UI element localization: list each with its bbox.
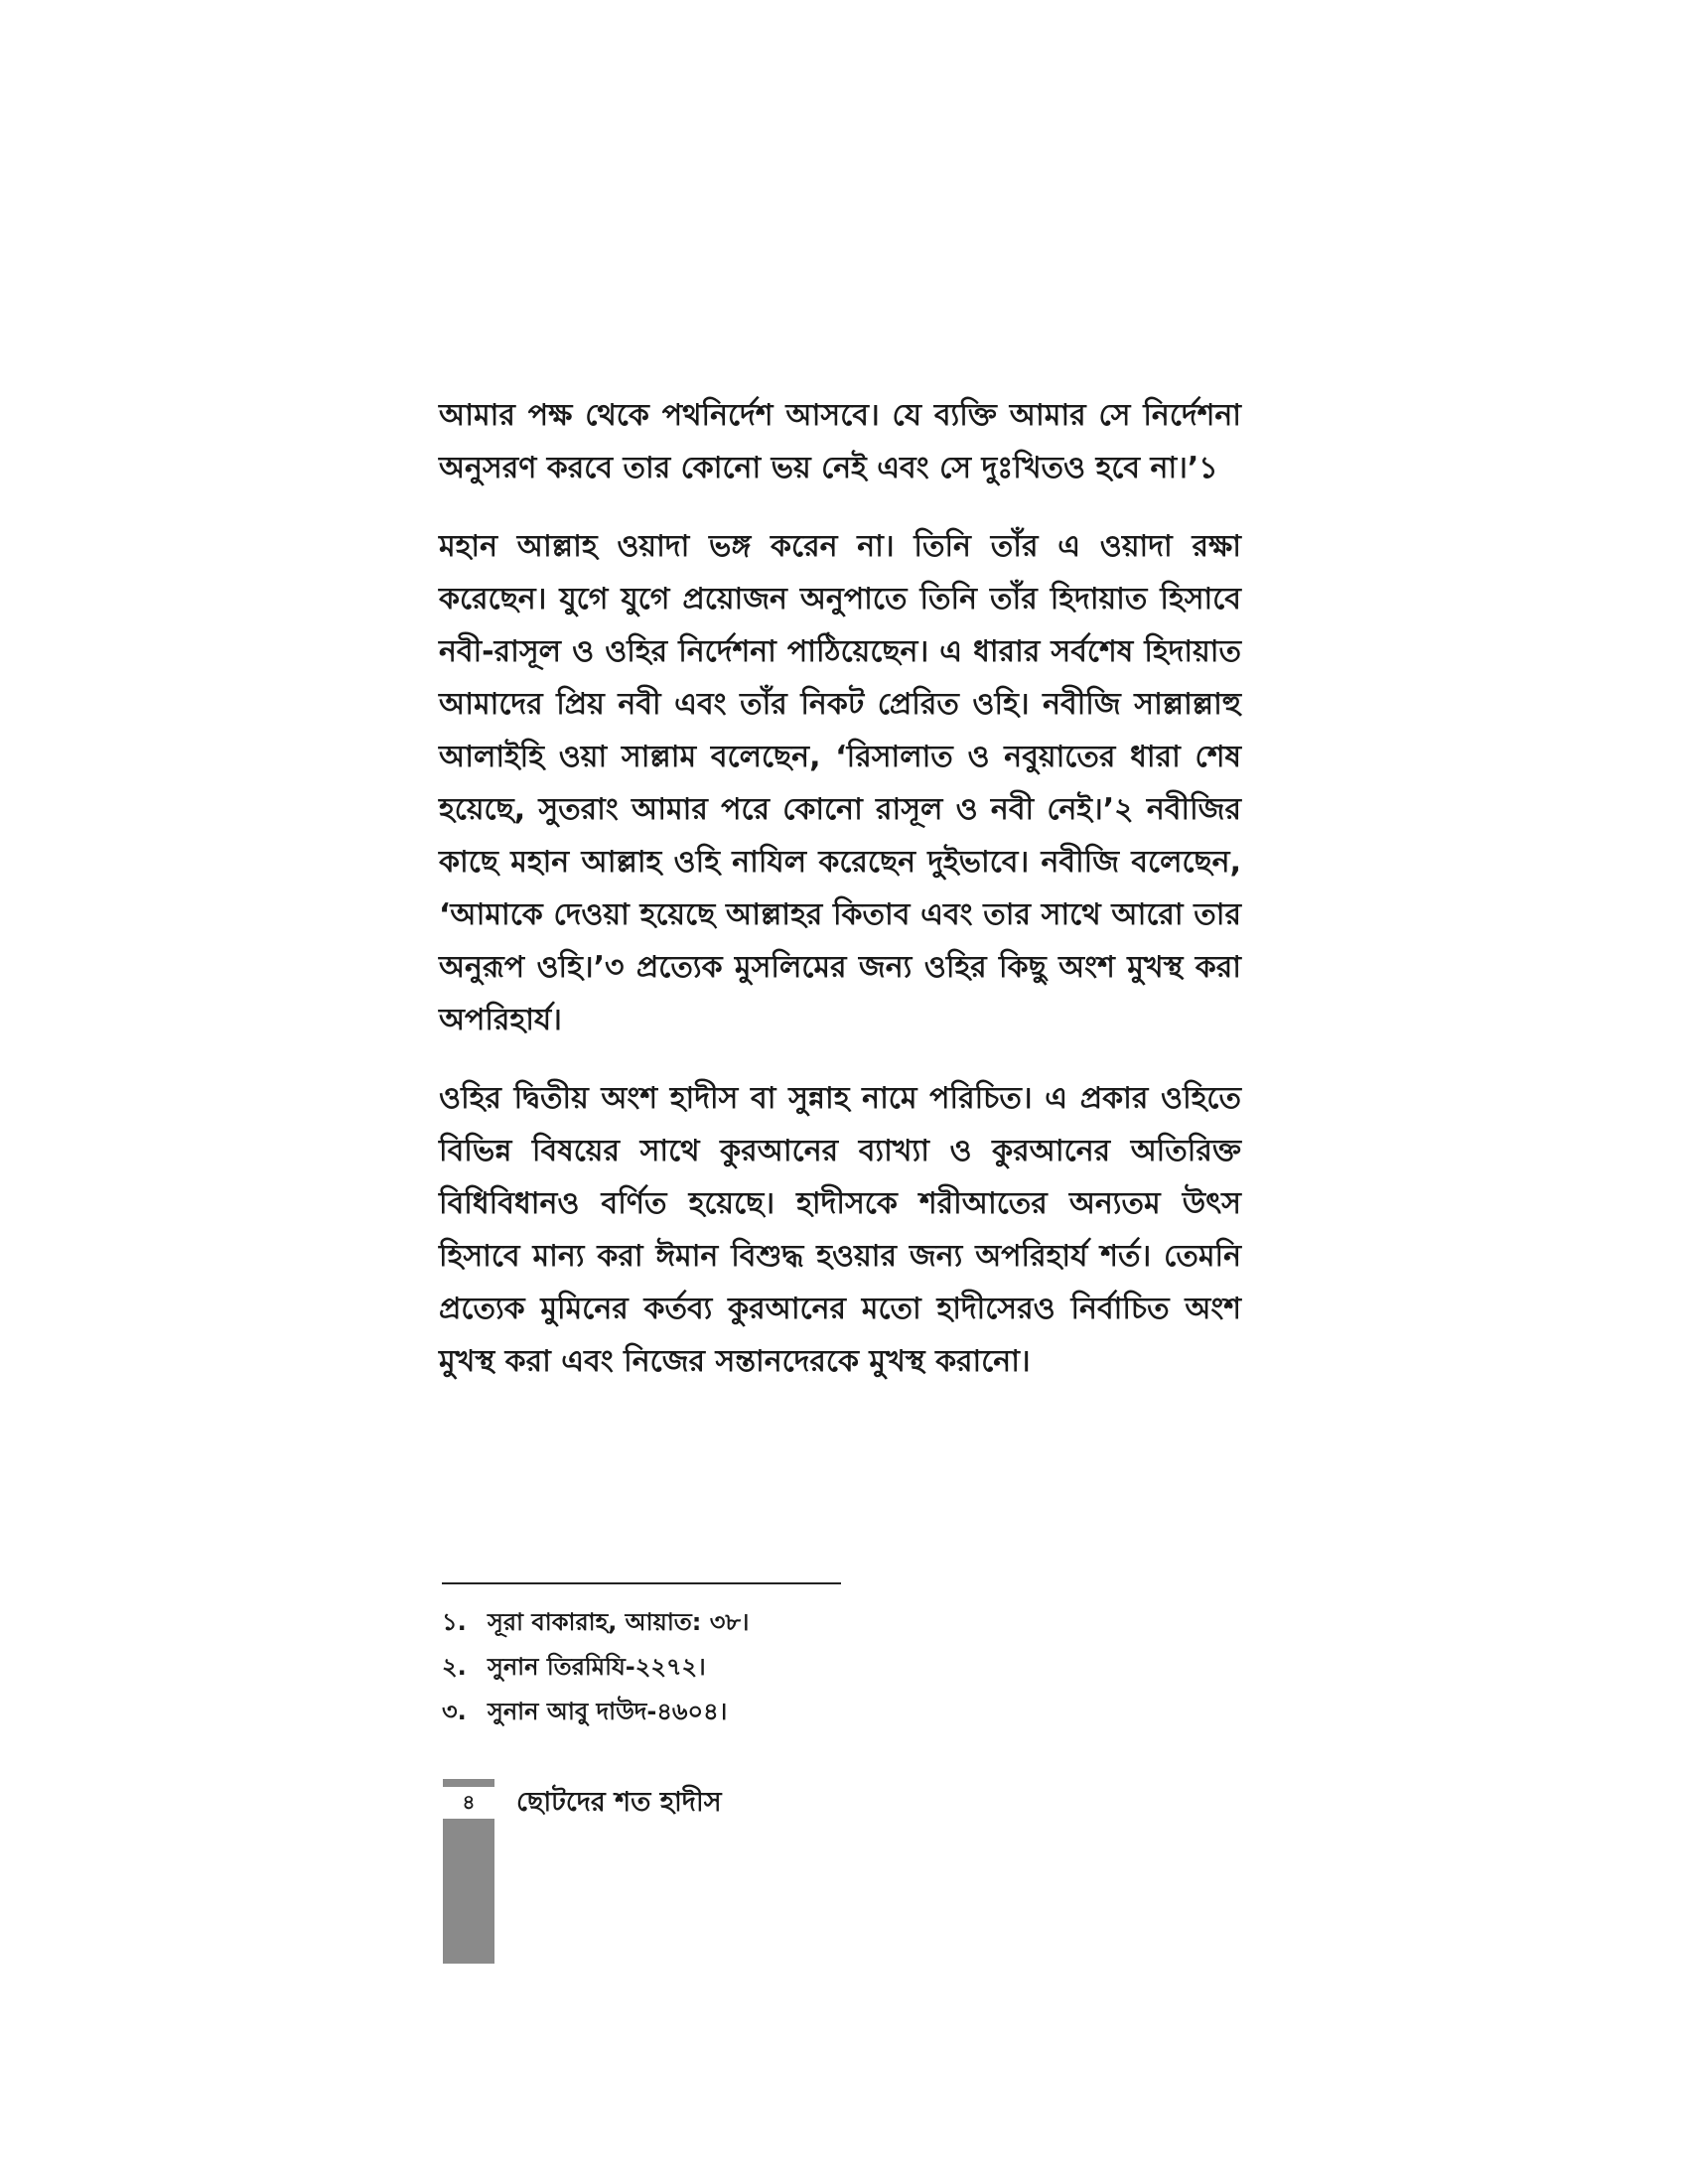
main-text	[439, 389, 1241, 1414]
footnote-item	[442, 1600, 1137, 1645]
footnote-text: সূরা বাকারাহ, আয়াত: ৩৮।	[488, 1608, 750, 1636]
footnote-number: ৩.	[442, 1698, 467, 1725]
footnotes	[442, 1600, 1137, 1734]
paragraph: ওহির দ্বিতীয় অংশ হাদীস বা সুন্নাহ নামে পরিচিত। এ প্রকার ওহিতে বিভিন্ন বিষয়ের সাথে কুরআনের ব্যাখ্যা ও কুরআনের অতিরিক্ত বিধিবিধানও বর্ণিত হয়েছে। হাদীসকে শরীআতের অন্যতম উৎস হিসাবে মান্য করা ঈমান বিশুদ্ধ হওয়ার জন্য অপরিহার্য শর্ত। তেমনি প্রত্যেক মুমিনের কর্তব্য কুরআনের মতো হাদীসেরও নির্বাচিত অংশ মুখস্থ করা এবং নিজের সন্তানদেরকে মুখস্থ করানো।	[439, 1081, 1241, 1379]
running-title: ছোটদের শত হাদীস	[516, 1787, 722, 1818]
footnote-text: সুনান তিরমিযি-২২৭২।	[488, 1653, 706, 1681]
footnote-text: সুনান আবু দাউদ-৪৬০৪।	[488, 1698, 728, 1725]
paragraph: মহান আল্লাহ ওয়াদা ভঙ্গ করেন না। তিনি তাঁর এ ওয়াদা রক্ষা করেছেন। যুগে যুগে প্রয়োজন অনুপাতে তিনি তাঁর হিদায়াত হিসাবে নবী-রাসূল ও ওহির নির্দেশনা পাঠিয়েছেন। এ ধারার সর্বশেষ হিদায়াত আমাদের প্রিয় নবী এবং তাঁর নিকট প্রেরিত ওহি। নবীজি সাল্লাল্লাহু আলাইহি ওয়া সাল্লাম বলেছেন, ‘রিসালাত ও নবুয়াতের ধারা শেষ হয়েছে, সুতরাং আমার পরে কোনো রাসূল ও নবী নেই।’২ নবীজির কাছে মহান আল্লাহ ওহি নাযিল করেছেন দুইভাবে। নবীজি বলেছেন, ‘আমাকে দেওয়া হয়েছে আল্লাহর কিতাব এবং তার সাথে আরো তার অনুরূপ ওহি।’৩ প্রত্যেক মুসলিমের জন্য ওহির কিছু অংশ মুখস্থ করা অপরিহার্য।	[439, 529, 1241, 1037]
footnote-item	[442, 1645, 1137, 1690]
footer-bar-cap	[443, 1779, 494, 1787]
paragraph: আমার পক্ষ থেকে পথনির্দেশ আসবে। যে ব্যক্তি আমার সে নির্দেশনা অনুসরণ করবে তার কোনো ভয় নেই এবং সে দুঃখিতও হবে না।’১	[439, 398, 1241, 485]
footer-bar	[443, 1819, 494, 1964]
footnote-item	[442, 1690, 1137, 1734]
footnote-number: ২.	[442, 1653, 467, 1681]
page-number: ৪	[462, 1790, 476, 1814]
footnote-divider	[442, 1582, 841, 1584]
footnote-number: ১.	[442, 1608, 467, 1636]
